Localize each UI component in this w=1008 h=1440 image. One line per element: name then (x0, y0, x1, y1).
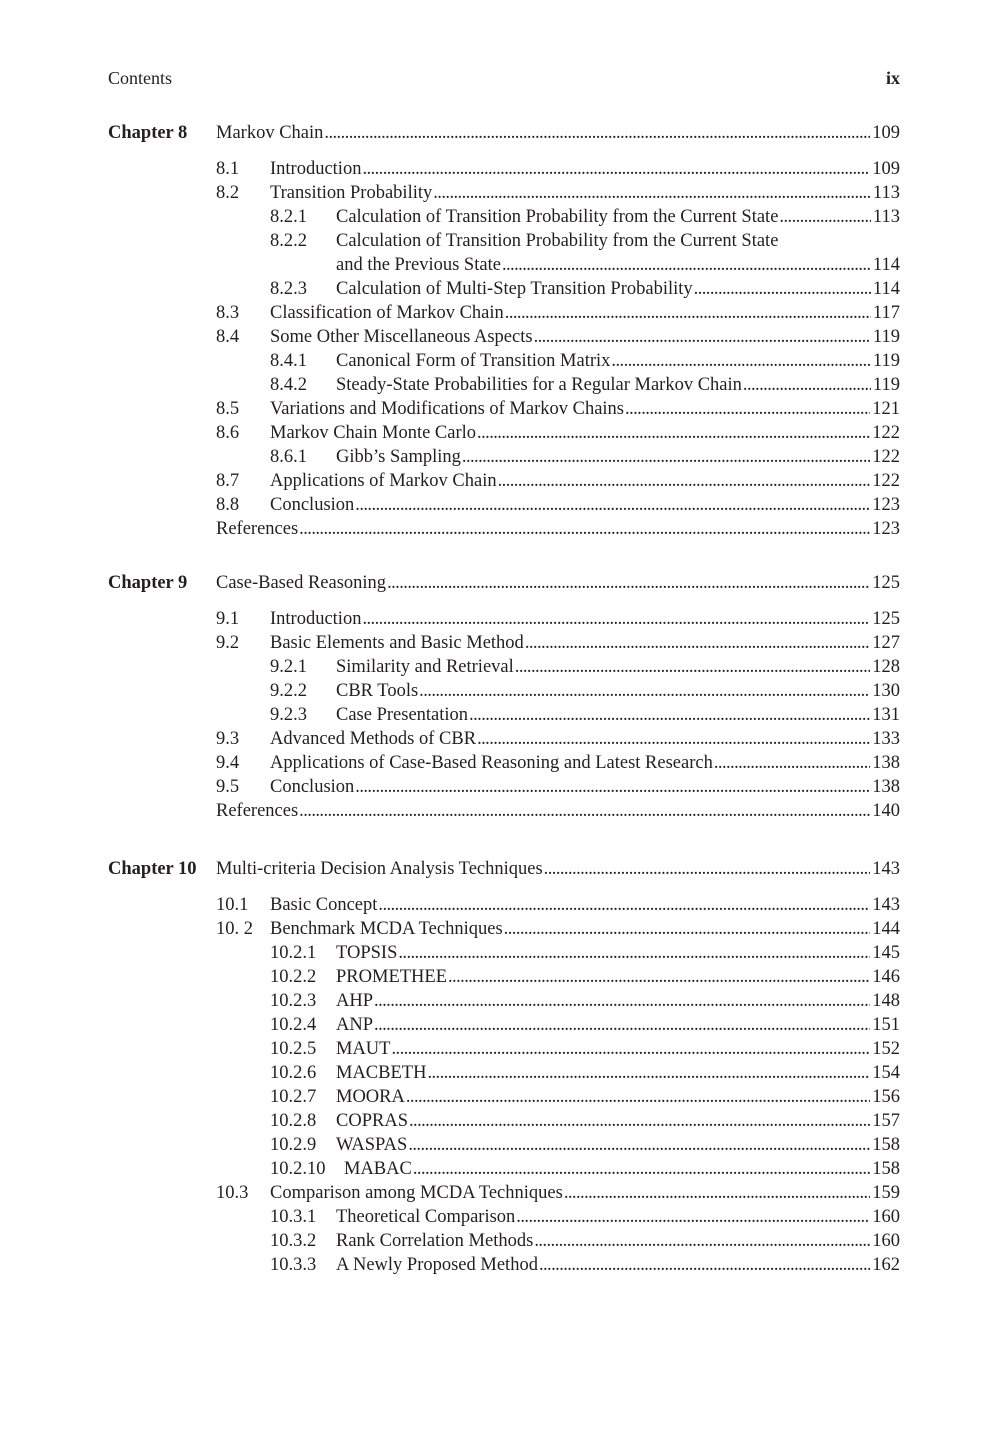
subsection-title: Theoretical Comparison (336, 1207, 516, 1227)
section-number: 9.2 (216, 633, 240, 653)
section-page: 117 (872, 303, 900, 323)
subsection-title: CBR Tools (336, 681, 419, 701)
toc-section-entry[interactable] (108, 893, 900, 917)
section-page: 122 (872, 471, 900, 491)
toc-section-entry[interactable] (108, 397, 900, 421)
section-title: Some Other Miscellaneous Aspects (270, 327, 533, 347)
section-page: 133 (872, 729, 900, 749)
subsection-page: 114 (872, 255, 900, 275)
subsection-number: 10.2.1 (270, 943, 317, 963)
subsection-page: 148 (872, 991, 900, 1011)
page-number: ix (885, 68, 900, 88)
section-page: 138 (872, 753, 900, 773)
references-title: References (216, 801, 299, 821)
toc-subsection-entry[interactable] (108, 229, 900, 253)
subsection-page: 128 (872, 657, 900, 677)
section-title: Transition Probability (270, 183, 433, 203)
subsection-page: 131 (872, 705, 900, 725)
subsection-page: 130 (872, 681, 900, 701)
section-title: Comparison among MCDA Techniques (270, 1183, 563, 1203)
subsection-number: 8.2.3 (270, 279, 307, 299)
section-page: 144 (872, 919, 900, 939)
toc-subsection-entry[interactable] (108, 373, 900, 397)
toc-section-entry[interactable] (108, 775, 900, 799)
chapter-10 (108, 857, 900, 1277)
subsection-page: 160 (872, 1231, 900, 1251)
subsection-page: 119 (872, 351, 900, 371)
section-number: 8.1 (216, 159, 240, 179)
subsection-number: 10.3.1 (270, 1207, 317, 1227)
toc-section-entry[interactable] (108, 727, 900, 751)
subsection-title: Similarity and Retrieval (336, 657, 514, 677)
toc-section-entry[interactable] (108, 1181, 900, 1205)
section-number: 9.5 (216, 777, 240, 797)
chapter-page: 125 (872, 573, 900, 593)
running-head-title: Contents (108, 68, 173, 88)
subsection-page: 160 (872, 1207, 900, 1227)
subsection-title: COPRAS (336, 1111, 408, 1131)
subsection-title: MABAC (344, 1159, 412, 1179)
toc-section-entry[interactable] (108, 421, 900, 445)
running-head (108, 68, 900, 92)
subsection-page: 156 (872, 1087, 900, 1107)
subsection-title-line1: Calculation of Transition Probability from the Current State (336, 231, 779, 251)
subsection-page: 157 (872, 1111, 900, 1131)
toc-subsection-entry[interactable] (108, 1229, 900, 1253)
toc-section-entry[interactable] (108, 301, 900, 325)
section-title: Basic Concept (270, 895, 378, 915)
references-page: 123 (872, 519, 900, 539)
section-page: 125 (872, 609, 900, 629)
chapter-label: Chapter 9 (108, 573, 188, 593)
toc-subsection-entry[interactable] (108, 1205, 900, 1229)
toc-chapter-entry[interactable] (108, 571, 900, 595)
section-title: Conclusion (270, 495, 355, 515)
subsection-title: Case Presentation (336, 705, 469, 725)
section-title: Introduction (270, 609, 362, 629)
subsection-title: MOORA (336, 1087, 405, 1107)
subsection-title: AHP (336, 991, 374, 1011)
section-page: 121 (872, 399, 900, 419)
subsection-number: 10.2.10 (270, 1159, 326, 1179)
toc-subsection-entry[interactable] (108, 1085, 900, 1109)
subsection-number: 9.2.1 (270, 657, 307, 677)
chapter-title: Case-Based Reasoning (216, 573, 387, 593)
chapter-page: 109 (872, 123, 900, 143)
subsection-number: 9.2.2 (270, 681, 307, 701)
subsection-title: Rank Correlation Methods (336, 1231, 534, 1251)
chapter-9 (108, 571, 900, 823)
subsection-page: 119 (872, 375, 900, 395)
references-title: References (216, 519, 299, 539)
toc-section-entry[interactable] (108, 631, 900, 655)
toc-section-entry[interactable] (108, 751, 900, 775)
toc-subsection-entry[interactable] (108, 1037, 900, 1061)
section-title: Applications of Markov Chain (270, 471, 497, 491)
toc-subsection-entry[interactable] (108, 1157, 900, 1181)
subsection-number: 10.2.4 (270, 1015, 317, 1035)
toc-references-entry[interactable] (108, 517, 900, 541)
toc-section-entry[interactable] (108, 325, 900, 349)
subsection-number: 10.3.3 (270, 1255, 317, 1275)
section-title: Applications of Case-Based Reasoning and Latest Research (270, 753, 713, 773)
subsection-title: Calculation of Transition Probability from the Current State (336, 207, 779, 227)
section-title: Basic Elements and Basic Method (270, 633, 524, 653)
section-page: 127 (872, 633, 900, 653)
section-title: Markov Chain Monte Carlo (270, 423, 477, 443)
section-title: Introduction (270, 159, 362, 179)
subsection-title: TOPSIS (336, 943, 398, 963)
section-title: Variations and Modifications of Markov Chains (270, 399, 625, 419)
toc-subsection-entry[interactable] (108, 941, 900, 965)
subsection-page: 162 (872, 1255, 900, 1275)
subsection-page: 158 (872, 1135, 900, 1155)
subsection-title: MAUT (336, 1039, 391, 1059)
toc-subsection-entry[interactable] (108, 1109, 900, 1133)
subsection-page: 154 (872, 1063, 900, 1083)
toc-subsection-entry[interactable] (108, 277, 900, 301)
section-page: 143 (872, 895, 900, 915)
section-number: 8.5 (216, 399, 240, 419)
toc-subsection-entry[interactable] (108, 205, 900, 229)
toc-subsection-entry[interactable] (108, 679, 900, 703)
section-number: 8.2 (216, 183, 240, 203)
subsection-number: 10.2.5 (270, 1039, 317, 1059)
subsection-title: PROMETHEE (336, 967, 447, 987)
chapter-label: Chapter 10 (108, 859, 197, 879)
section-title: Conclusion (270, 777, 355, 797)
section-page: 123 (872, 495, 900, 515)
subsection-page: 113 (872, 207, 900, 227)
section-number: 9.4 (216, 753, 240, 773)
section-title: Classification of Markov Chain (270, 303, 504, 323)
section-number: 8.7 (216, 471, 240, 491)
subsection-page: 114 (872, 279, 900, 299)
subsection-page: 158 (872, 1159, 900, 1179)
toc-chapter-entry[interactable] (108, 857, 900, 881)
section-number: 8.3 (216, 303, 240, 323)
subsection-page: 122 (872, 447, 900, 467)
section-page: 113 (872, 183, 900, 203)
subsection-title: WASPAS (336, 1135, 408, 1155)
toc-subsection-entry[interactable] (108, 655, 900, 679)
toc-chapter-entry[interactable] (108, 121, 900, 145)
toc-section-entry[interactable] (108, 917, 900, 941)
subsection-number: 10.2.7 (270, 1087, 317, 1107)
subsection-number: 8.4.2 (270, 375, 307, 395)
toc-section-entry[interactable] (108, 157, 900, 181)
subsection-number: 10.2.8 (270, 1111, 317, 1131)
chapter-label: Chapter 8 (108, 123, 188, 143)
section-number: 8.8 (216, 495, 240, 515)
subsection-page: 152 (872, 1039, 900, 1059)
chapter-8 (108, 121, 900, 541)
subsection-title: Steady-State Probabilities for a Regular Markov Chain (336, 375, 742, 395)
toc-subsection-entry[interactable] (108, 1061, 900, 1085)
subsection-number: 10.2.6 (270, 1063, 317, 1083)
subsection-title: Calculation of Multi-Step Transition Probability (336, 279, 693, 299)
subsection-title: Gibb’s Sampling (336, 447, 461, 467)
subsection-title: Canonical Form of Transition Matrix (336, 351, 611, 371)
section-number: 10.3 (216, 1183, 249, 1203)
subsection-number: 10.2.9 (270, 1135, 317, 1155)
subsection-title: A Newly Proposed Method (336, 1255, 538, 1275)
toc-subsection-entry[interactable] (108, 989, 900, 1013)
toc-section-entry[interactable] (108, 469, 900, 493)
toc-subsection-entry[interactable] (108, 1013, 900, 1037)
toc-subsection-entry[interactable] (108, 445, 900, 469)
toc-section-entry[interactable] (108, 607, 900, 631)
toc-subsection-entry[interactable] (108, 349, 900, 373)
section-page: 122 (872, 423, 900, 443)
toc-subsection-entry[interactable] (108, 1133, 900, 1157)
section-number: 9.3 (216, 729, 240, 749)
section-number: 10. 2 (216, 919, 253, 939)
subsection-number: 10.2.2 (270, 967, 317, 987)
subsection-number: 10.3.2 (270, 1231, 317, 1251)
section-page: 109 (872, 159, 900, 179)
section-page: 119 (872, 327, 900, 347)
toc-section-entry[interactable] (108, 181, 900, 205)
subsection-number: 8.2.2 (270, 231, 307, 251)
toc-subsection-continuation[interactable] (108, 253, 900, 277)
subsection-number: 8.4.1 (270, 351, 307, 371)
subsection-title-line2: and the Previous State (336, 255, 501, 275)
section-number: 8.6 (216, 423, 240, 443)
subsection-number: 8.2.1 (270, 207, 307, 227)
subsection-page: 146 (872, 967, 900, 987)
subsection-page: 145 (872, 943, 900, 963)
subsection-number: 8.6.1 (270, 447, 307, 467)
chapter-title: Markov Chain (216, 123, 324, 143)
subsection-number: 9.2.3 (270, 705, 307, 725)
chapter-title: Multi-criteria Decision Analysis Techniques (216, 859, 543, 879)
section-page: 159 (872, 1183, 900, 1203)
toc-references-entry[interactable] (108, 799, 900, 823)
section-page: 138 (872, 777, 900, 797)
section-title: Advanced Methods of CBR (270, 729, 477, 749)
references-page: 140 (872, 801, 900, 821)
section-title: Benchmark MCDA Techniques (270, 919, 503, 939)
section-number: 10.1 (216, 895, 249, 915)
toc-subsection-entry[interactable] (108, 703, 900, 727)
chapter-page: 143 (872, 859, 900, 879)
section-number: 9.1 (216, 609, 240, 629)
subsection-number: 10.2.3 (270, 991, 317, 1011)
subsection-title: MACBETH (336, 1063, 427, 1083)
toc-subsection-entry[interactable] (108, 965, 900, 989)
toc-subsection-entry[interactable] (108, 1253, 900, 1277)
subsection-page: 151 (872, 1015, 900, 1035)
toc-section-entry[interactable] (108, 493, 900, 517)
section-number: 8.4 (216, 327, 240, 347)
subsection-title: ANP (336, 1015, 374, 1035)
